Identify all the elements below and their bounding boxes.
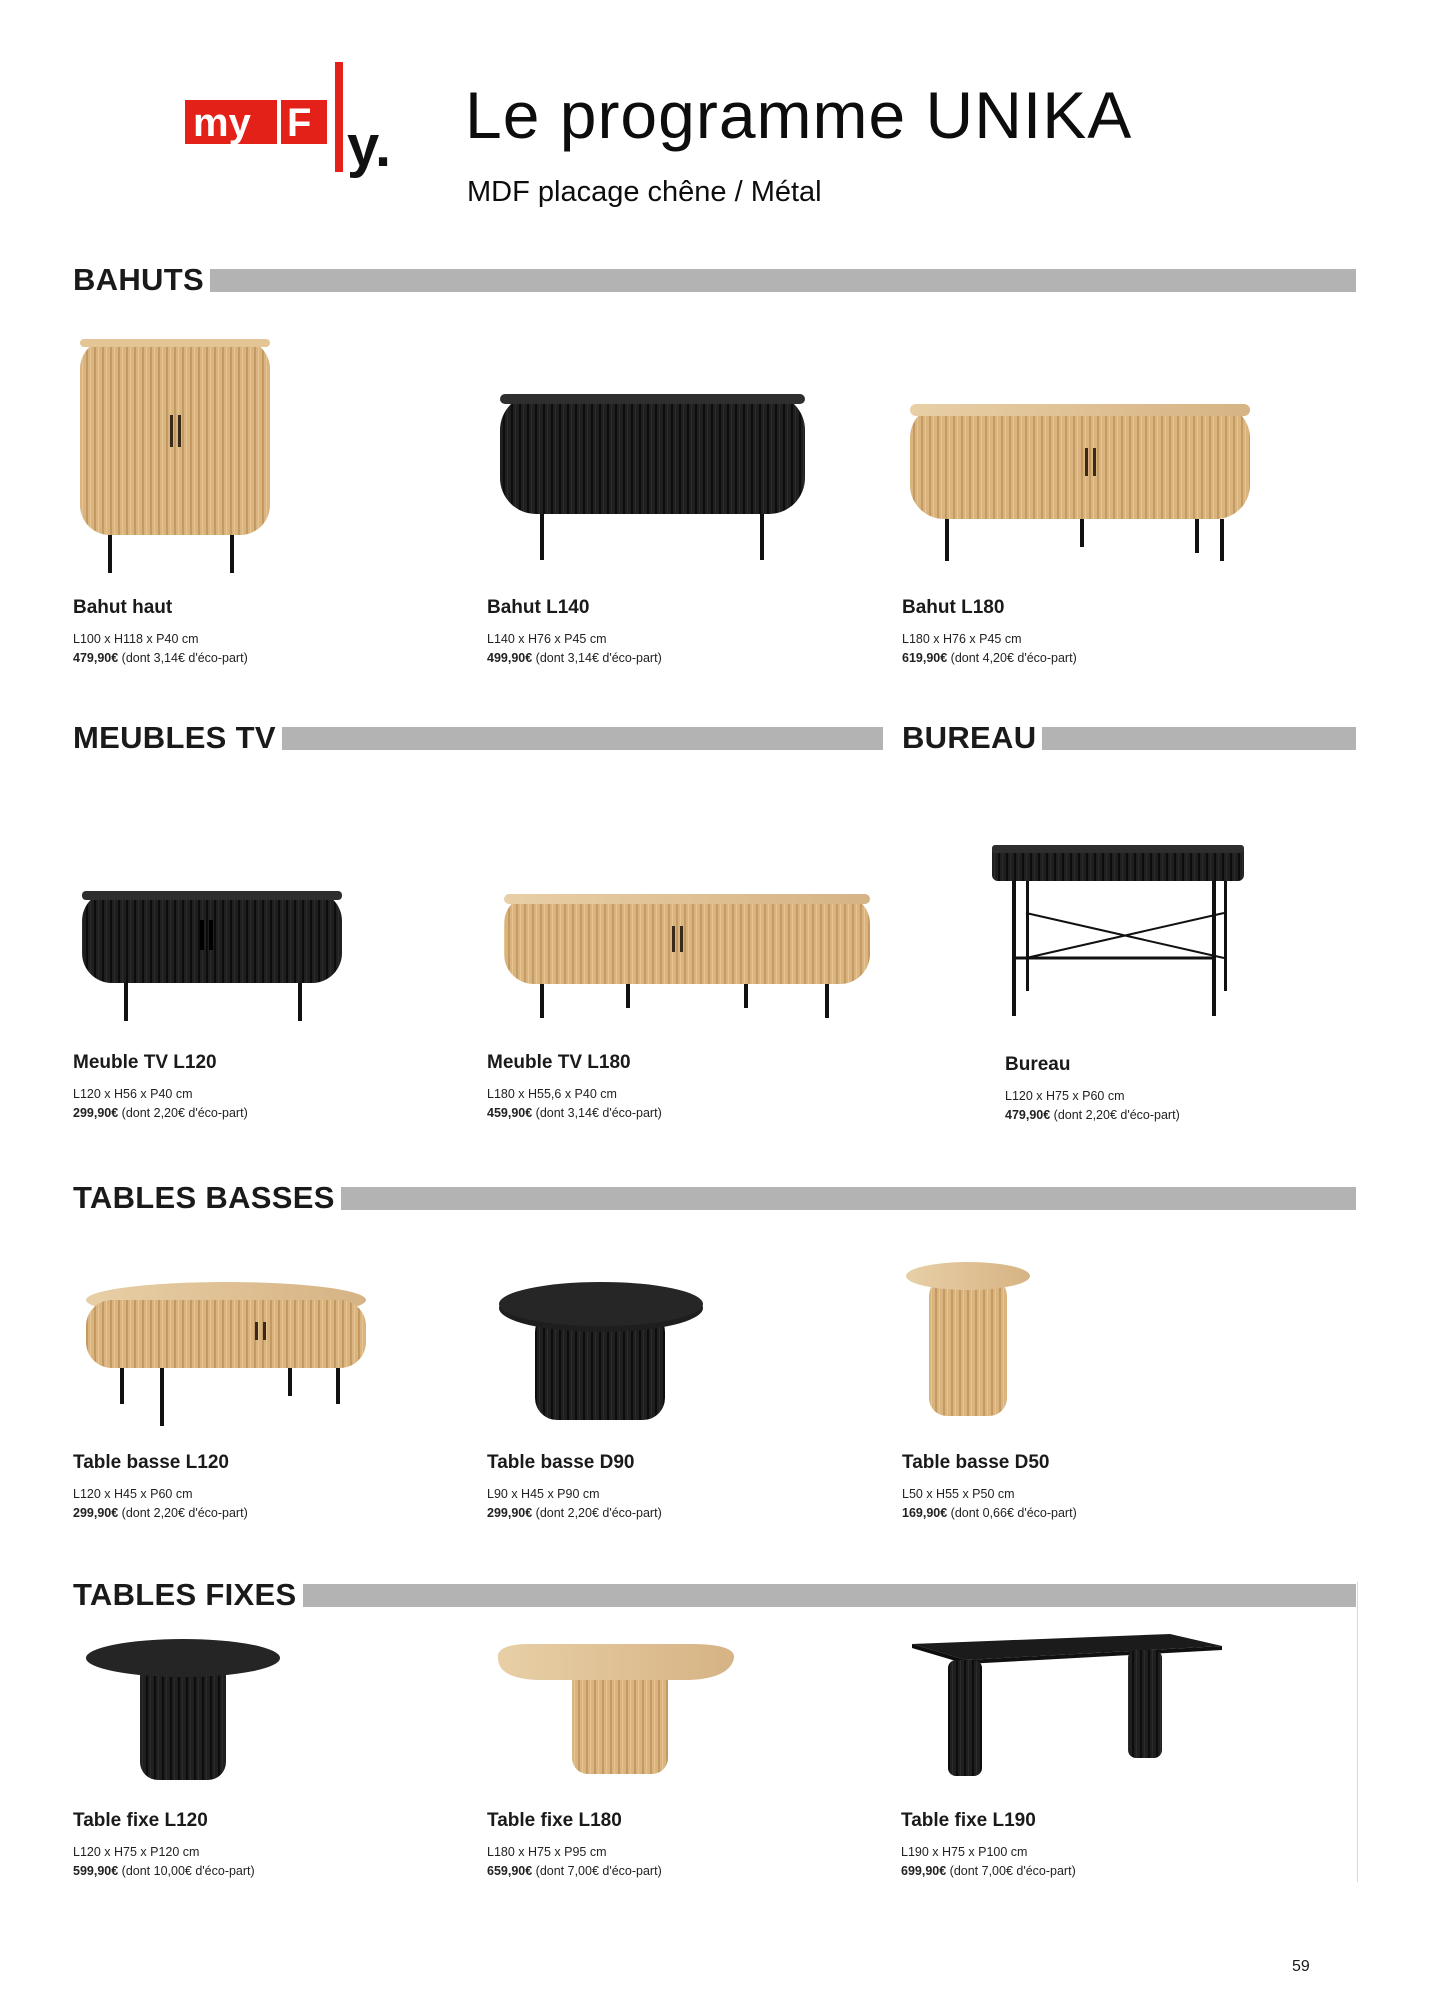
product-price: 499,90€ (dont 3,14€ d'éco-part) <box>487 651 662 665</box>
product-name: Table fixe L180 <box>487 1810 622 1831</box>
page-title: Le programme UNIKA <box>465 78 1133 152</box>
product-price: 479,90€ (dont 2,20€ d'éco-part) <box>1005 1108 1180 1122</box>
product-name: Bahut L180 <box>902 597 1005 618</box>
product-dimensions: L180 x H76 x P45 cm <box>902 632 1022 646</box>
svg-text:y.: y. <box>347 114 392 178</box>
product-name: Table basse D90 <box>487 1452 635 1473</box>
bahut-l140-image <box>495 388 815 573</box>
product-price: 599,90€ (dont 10,00€ d'éco-part) <box>73 1864 255 1878</box>
product-dimensions: L180 x H75 x P95 cm <box>487 1845 607 1859</box>
product-price: 299,90€ (dont 2,20€ d'éco-part) <box>73 1106 248 1120</box>
product-dimensions: L140 x H76 x P45 cm <box>487 632 607 646</box>
svg-text:F: F <box>287 101 312 145</box>
product-price: 299,90€ (dont 2,20€ d'éco-part) <box>487 1506 662 1520</box>
section-title: BAHUTS <box>73 262 204 297</box>
section-title: TABLES FIXES <box>73 1577 297 1612</box>
table-fixe-l180-image <box>490 1636 740 1778</box>
product-price: 299,90€ (dont 2,20€ d'éco-part) <box>73 1506 248 1520</box>
product-price: 619,90€ (dont 4,20€ d'éco-part) <box>902 651 1077 665</box>
product-name: Bahut L140 <box>487 597 590 618</box>
section-divider <box>210 269 1356 292</box>
meuble-tv-l120-image <box>78 885 348 1025</box>
section-divider <box>1042 727 1356 750</box>
section-divider <box>282 727 883 750</box>
product-price: 479,90€ (dont 3,14€ d'éco-part) <box>73 651 248 665</box>
section-title: BUREAU <box>902 720 1037 755</box>
section-title: MEUBLES TV <box>73 720 276 755</box>
table-basse-d50-image <box>903 1258 1033 1420</box>
product-price: 659,90€ (dont 7,00€ d'éco-part) <box>487 1864 662 1878</box>
meuble-tv-l180-image <box>500 888 875 1028</box>
product-name: Table basse D50 <box>902 1452 1050 1473</box>
product-dimensions: L100 x H118 x P40 cm <box>73 632 199 646</box>
product-dimensions: L120 x H45 x P60 cm <box>73 1487 193 1501</box>
table-basse-d90-image <box>495 1280 709 1428</box>
product-dimensions: L120 x H75 x P60 cm <box>1005 1089 1125 1103</box>
bureau-image <box>990 843 1250 1023</box>
right-divider-line <box>1357 1582 1358 1882</box>
table-basse-l120-image <box>78 1278 374 1428</box>
product-dimensions: L50 x H55 x P50 cm <box>902 1487 1015 1501</box>
product-dimensions: L190 x H75 x P100 cm <box>901 1845 1028 1859</box>
product-dimensions: L90 x H45 x P90 cm <box>487 1487 600 1501</box>
product-dimensions: L120 x H75 x P120 cm <box>73 1845 200 1859</box>
table-fixe-l120-image <box>82 1636 284 1784</box>
product-name: Meuble TV L120 <box>73 1052 217 1073</box>
product-name: Table fixe L120 <box>73 1810 208 1831</box>
product-name: Meuble TV L180 <box>487 1052 631 1073</box>
product-name: Bureau <box>1005 1054 1071 1075</box>
page-number: 59 <box>1292 1958 1310 1975</box>
bahut-haut-image <box>70 335 280 580</box>
product-price: 699,90€ (dont 7,00€ d'éco-part) <box>901 1864 1076 1878</box>
section-bahuts <box>73 262 1356 298</box>
myfly-logo <box>185 58 407 178</box>
section-meubles-tv <box>73 720 883 756</box>
page-subtitle: MDF placage chêne / Métal <box>467 176 822 208</box>
svg-text:my: my <box>193 101 251 145</box>
section-divider <box>303 1584 1357 1607</box>
section-bureau <box>902 720 1356 756</box>
section-tables-fixes <box>73 1577 1356 1613</box>
section-tables-basses <box>73 1180 1356 1216</box>
section-title: TABLES BASSES <box>73 1180 335 1215</box>
table-fixe-l190-image <box>908 1630 1226 1780</box>
bahut-l180-image <box>905 398 1255 568</box>
product-dimensions: L120 x H56 x P40 cm <box>73 1087 193 1101</box>
product-name: Table basse L120 <box>73 1452 229 1473</box>
product-name: Table fixe L190 <box>901 1810 1036 1831</box>
product-price: 169,90€ (dont 0,66€ d'éco-part) <box>902 1506 1077 1520</box>
section-divider <box>341 1187 1356 1210</box>
product-name: Bahut haut <box>73 597 173 618</box>
product-price: 459,90€ (dont 3,14€ d'éco-part) <box>487 1106 662 1120</box>
product-dimensions: L180 x H55,6 x P40 cm <box>487 1087 617 1101</box>
